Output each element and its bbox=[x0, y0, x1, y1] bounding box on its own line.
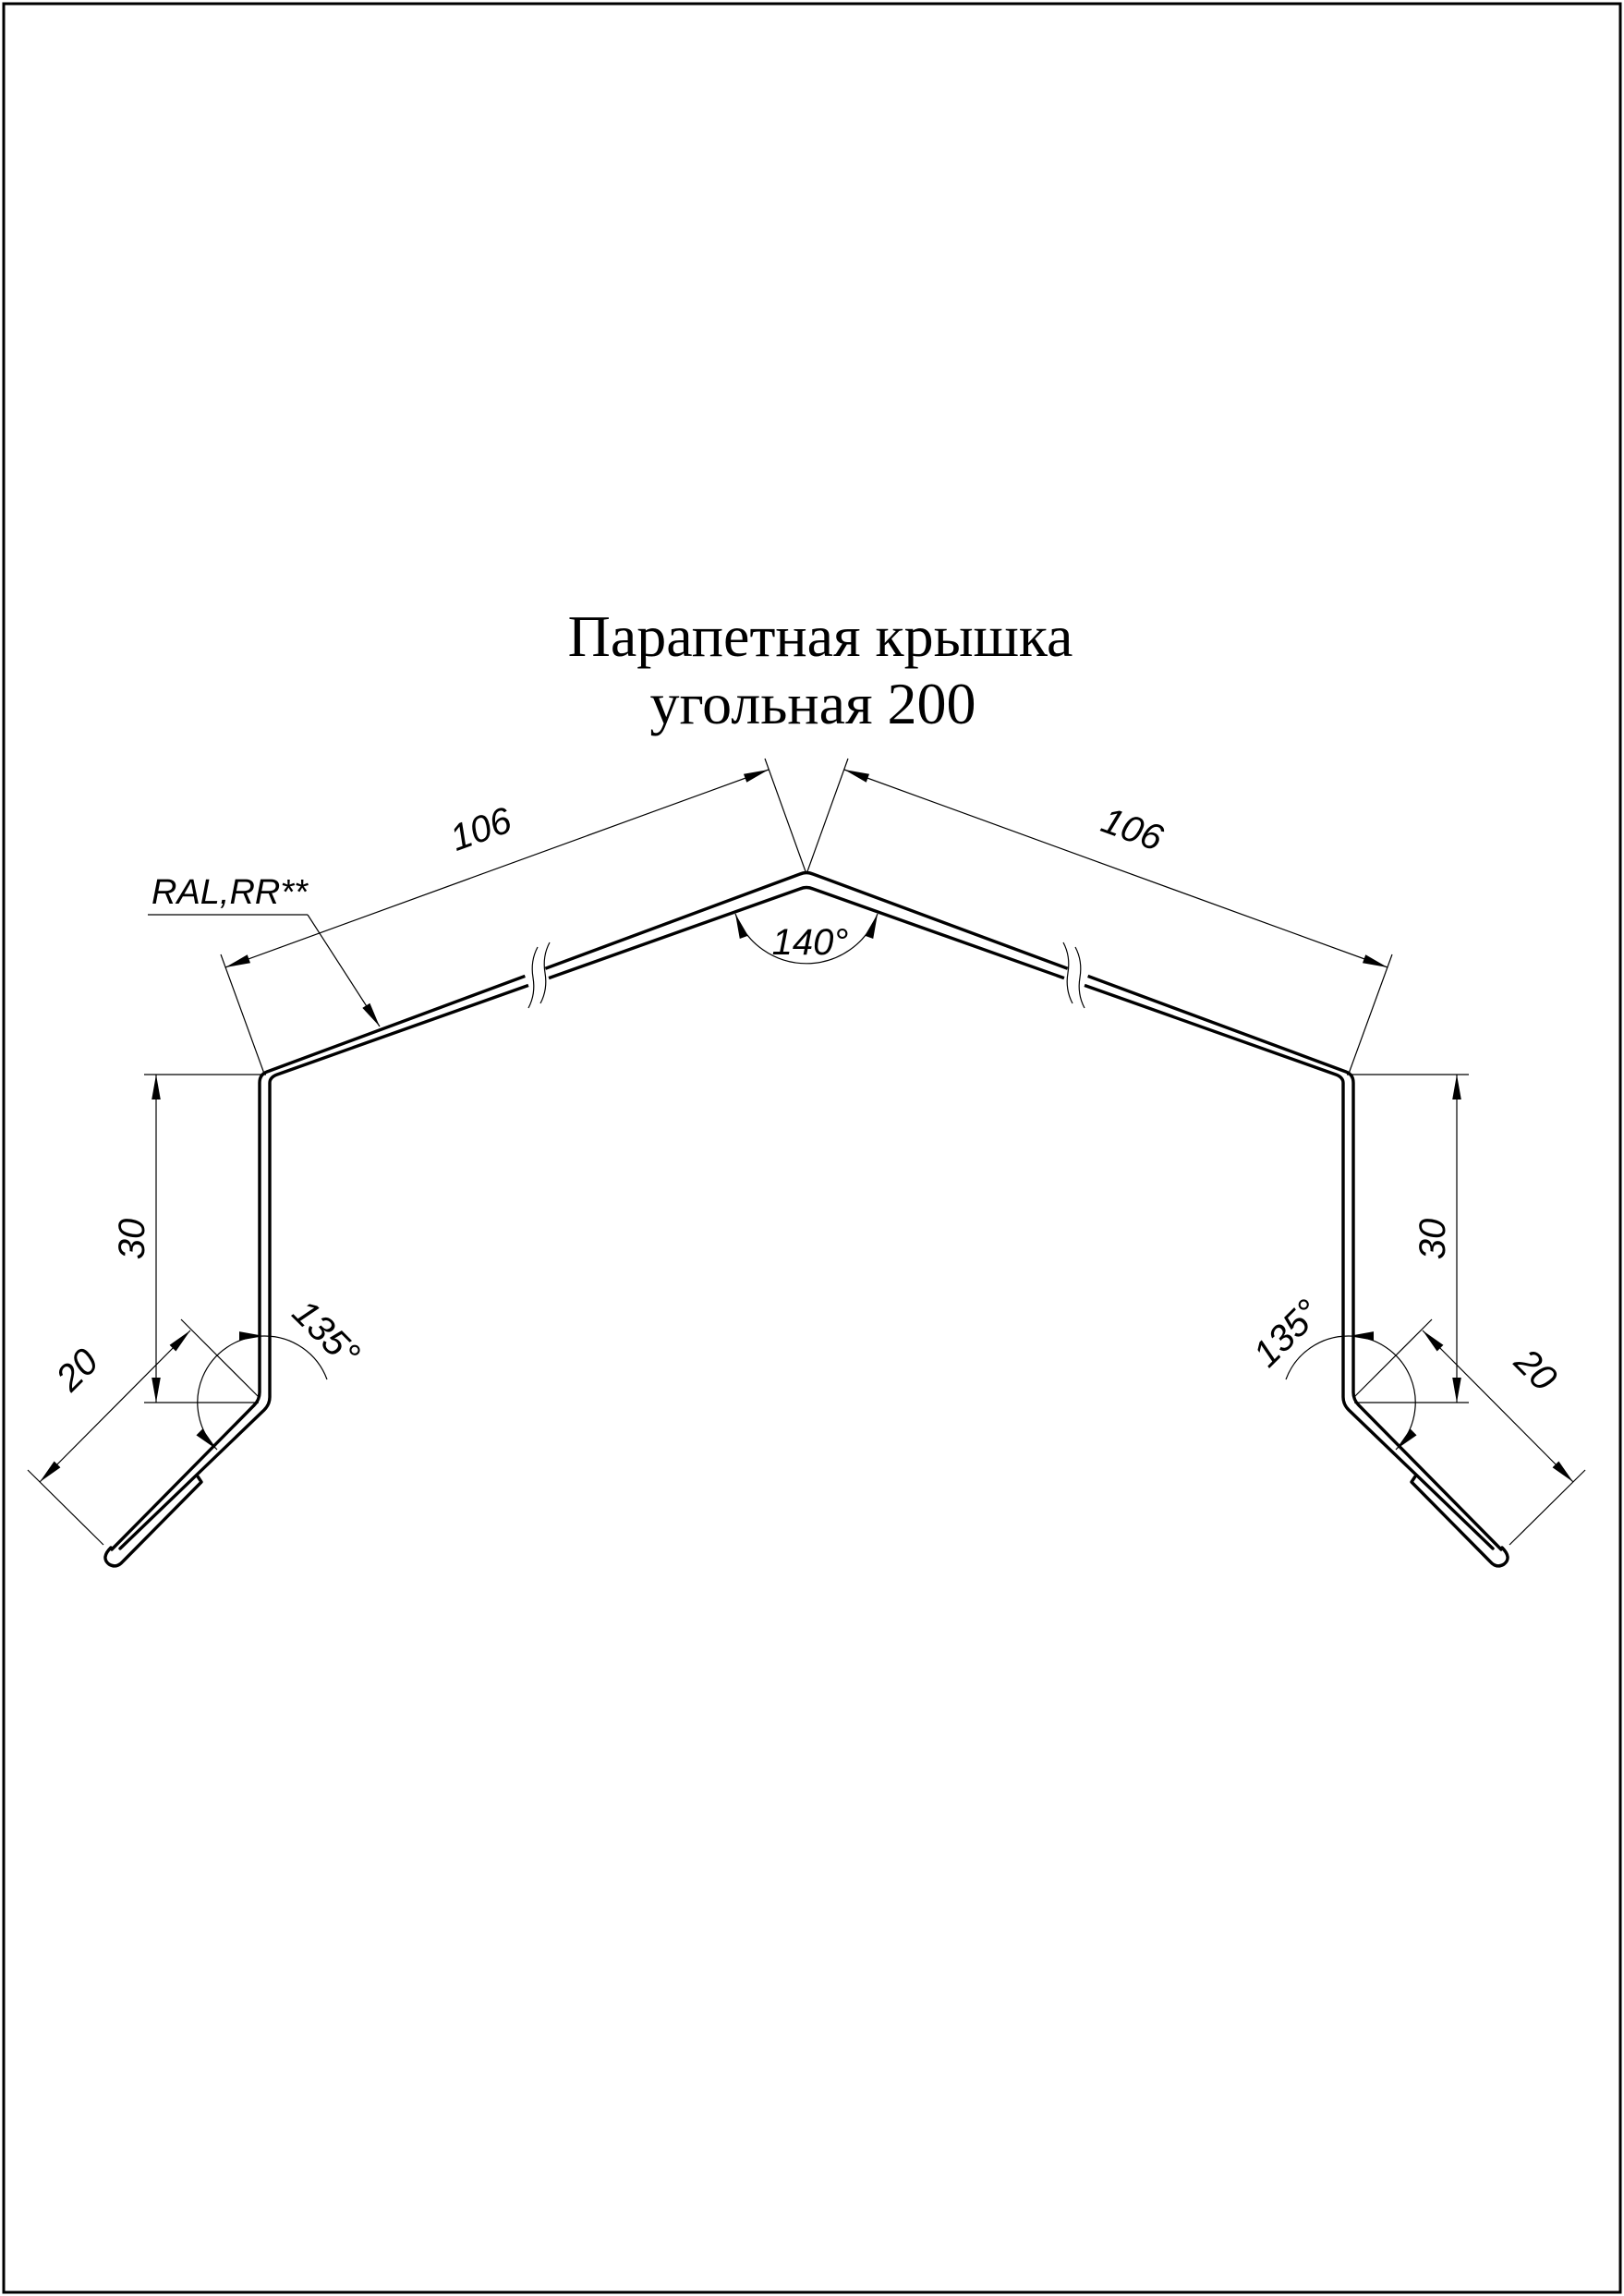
right-flange-ext-line-bend bbox=[1354, 1319, 1432, 1397]
right-break-gap bbox=[1066, 973, 1086, 980]
material-label: RAL,RR** bbox=[151, 873, 308, 912]
left-flange-ext-line-tip bbox=[28, 1470, 103, 1545]
apex-angle-label: 140° bbox=[771, 922, 849, 963]
right-slope-ext-line-bend bbox=[1349, 954, 1392, 1074]
profile-left-hem-fold bbox=[105, 1476, 201, 1566]
right-slope-dim-label: 106 bbox=[1096, 799, 1169, 859]
right-bottom-angle-label: 135° bbox=[1245, 1292, 1329, 1376]
right-slope-dim-line bbox=[844, 770, 1388, 967]
drawing-title-line2: угольная 200 bbox=[649, 671, 976, 736]
left-slope-ext-line-bend bbox=[221, 954, 264, 1074]
profile-right-hem-fold bbox=[1412, 1476, 1508, 1566]
right-flange-dim-line bbox=[1423, 1330, 1573, 1482]
left-flange-dim-line bbox=[40, 1330, 190, 1482]
right-side-dim-label: 30 bbox=[1412, 1218, 1453, 1260]
left-break-gap bbox=[527, 973, 547, 980]
right-flange-dim-label: 20 bbox=[1506, 1341, 1565, 1400]
left-slope-dim-label: 106 bbox=[444, 799, 517, 859]
profile-inner-surface bbox=[120, 888, 1493, 1549]
profile-outer-surface bbox=[112, 873, 1501, 1550]
sheet-border bbox=[4, 4, 1620, 2292]
drawing-title-line1: Парапетная крышка bbox=[567, 603, 1073, 669]
left-flange-dim-label: 20 bbox=[48, 1341, 107, 1400]
material-leader-line bbox=[308, 915, 380, 1027]
right-slope-ext-line-apex bbox=[806, 759, 848, 874]
left-side-dim-label: 30 bbox=[112, 1218, 152, 1260]
right-flange-ext-line-tip bbox=[1509, 1470, 1585, 1545]
left-slope-dim-line bbox=[225, 770, 769, 967]
left-bottom-angle-label: 135° bbox=[284, 1292, 368, 1376]
left-flange-ext-line-bend bbox=[181, 1319, 259, 1397]
left-slope-ext-line-apex bbox=[765, 759, 806, 874]
